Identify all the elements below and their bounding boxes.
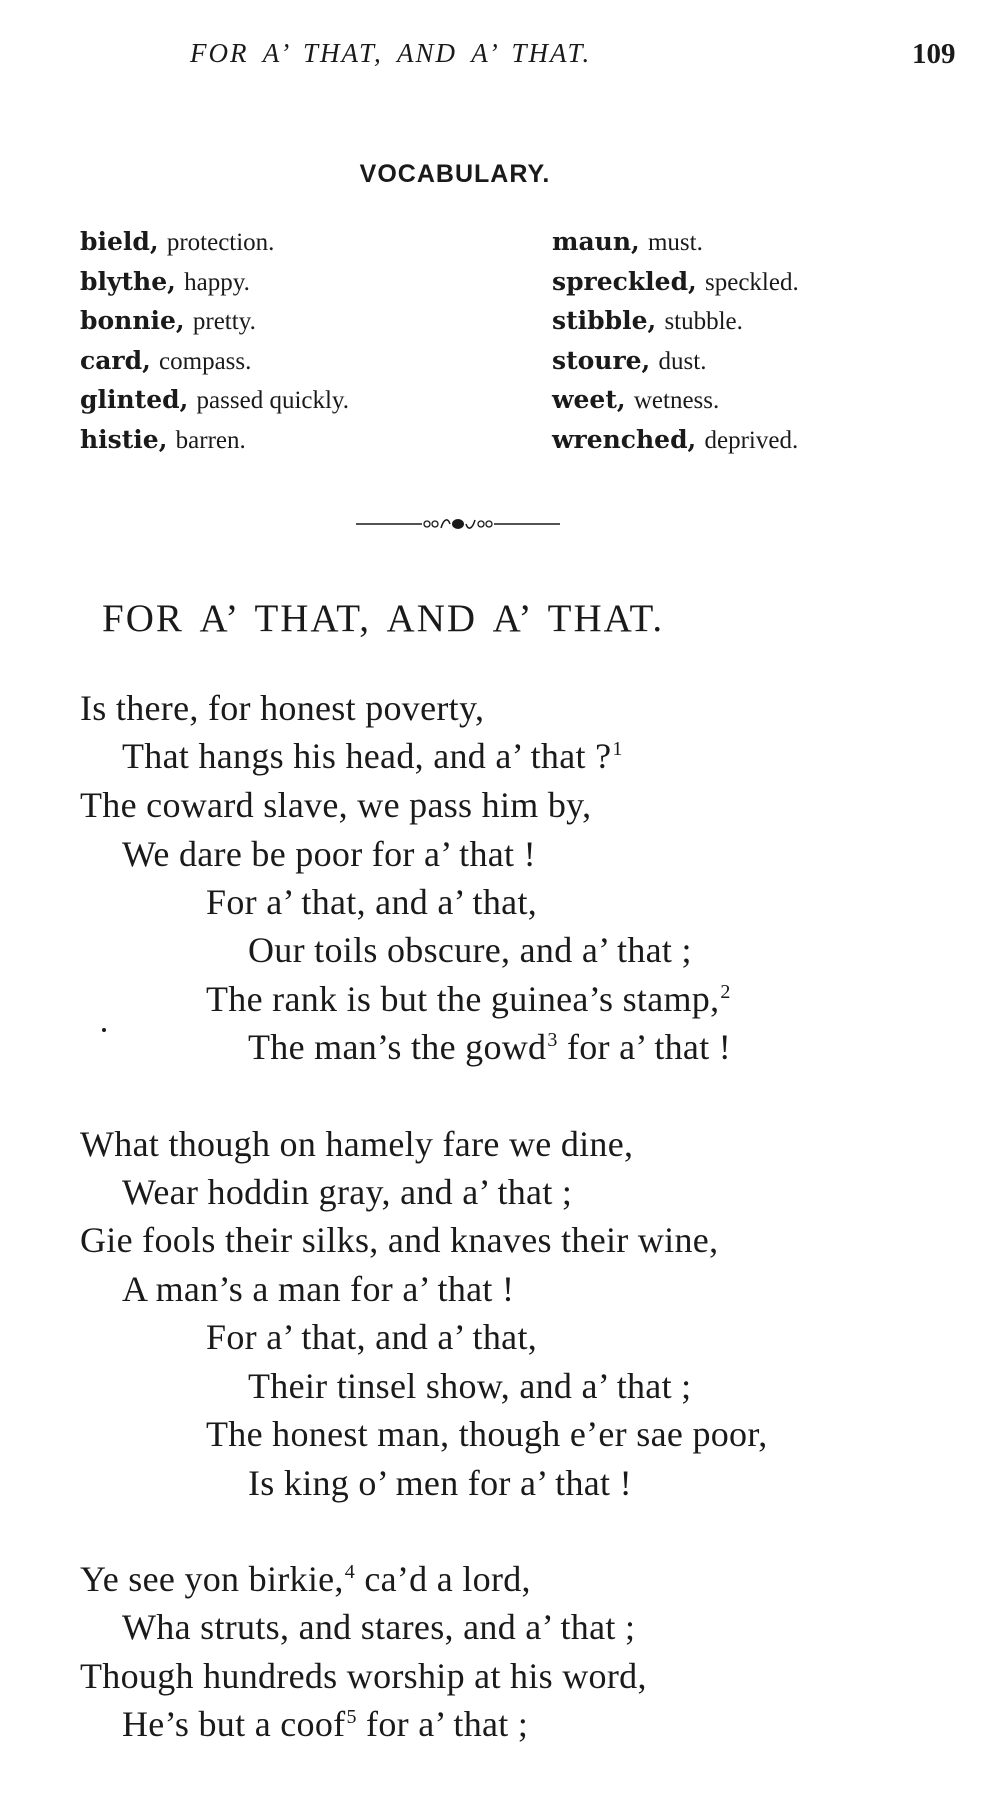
poem-line-text: The coward slave, we pass him by, [80,785,592,825]
poem-line [80,1218,718,1262]
poem-line-text: Wear hoddin gray, and a’ that ; [122,1172,573,1212]
vocabulary-word: histie, [80,424,168,454]
poem-line-text-continued: for a’ that ; [356,1704,529,1744]
poem-line [80,783,591,827]
vocabulary-word: bonnie, [80,306,185,335]
poem-line-text: Our toils obscure, and a’ that ; [248,930,692,970]
poem-line [206,880,537,924]
vocabulary-word: weet, [552,385,626,414]
poem-line [80,1557,531,1601]
poem-line [248,1025,731,1069]
poem-line-text-continued: ca’d a lord, [355,1559,531,1599]
vocabulary-definition: must. [647,229,703,256]
poem-line [248,928,692,972]
poem-line-text: What though on hamely fare we dine, [80,1124,634,1164]
vocabulary-word: blythe, [80,266,176,296]
poem-line [122,1605,635,1649]
poem-line-text: Ye see yon birkie, [80,1559,344,1599]
poem-line [248,1364,691,1408]
vocabulary-definition: protection. [166,229,275,256]
poem-line [122,734,623,778]
poem-line-text: The honest man, though e’er sae poor, [206,1414,768,1454]
vocabulary-entry [552,222,799,262]
footnote-marker: 4 [344,1561,356,1583]
vocabulary-entry [80,420,349,460]
vocabulary-word: bield, [80,227,159,256]
page-number: 109 [912,38,956,70]
vocabulary-right-column [552,222,799,459]
vocabulary-definition: pretty. [192,308,256,335]
poem-line-text: The rank is but the guinea’s stamp, [206,979,720,1019]
poem-line [122,1170,572,1214]
poem-line-text: We dare be poor for a’ that ! [122,834,536,874]
poem-line-text: Is there, for honest poverty, [80,688,485,728]
poem-line [80,1654,647,1698]
footnote-marker: 1 [612,738,623,760]
vocabulary-definition: wetness. [633,387,720,414]
footnote-marker: 3 [547,1029,558,1051]
poem-line-text: For a’ that, and a’ that, [206,1317,538,1357]
vocabulary-entry [80,301,349,341]
vocabulary-entry [80,341,349,381]
vocabulary-word: wrenched, [552,424,697,454]
vocabulary-definition: deprived. [704,426,799,454]
vocabulary-word: spreckled, [552,266,697,296]
section-ornament [356,514,560,534]
poem-line-text: Wha struts, and stares, and a’ that ; [122,1607,636,1647]
vocabulary-definition: barren. [175,426,246,454]
vocabulary-heading: VOCABULARY. [359,160,551,188]
vocabulary-definition: speckled. [705,268,799,296]
vocabulary-definition: compass. [159,347,252,375]
poem-line [206,1315,537,1359]
poem-line [248,1461,632,1505]
vocabulary-definition: happy. [184,268,250,296]
vocabulary-word: stoure, [552,345,651,375]
running-title: FOR A’ THAT, AND A’ THAT. [190,38,592,68]
poem-line [122,1267,514,1311]
poem-line-text: Gie fools their silks, and knaves their wine, [80,1220,719,1260]
vocabulary-entry [80,380,349,420]
poem-line-text: A man’s a man for a’ that ! [122,1269,515,1309]
poem-line-text: Is king o’ men for a’ that ! [248,1463,632,1503]
vocabulary-entry [552,301,799,341]
vocabulary-left-column [80,222,349,459]
footnote-marker: 5 [346,1706,357,1728]
vocabulary-definition: dust. [658,347,707,375]
poem-line [122,1702,528,1746]
vocabulary-entry [552,341,799,381]
poem-line [80,1122,633,1166]
vocabulary-word: maun, [552,227,640,256]
poem-title: FOR A’ THAT, AND A’ THAT. [102,597,665,640]
ink-speck [102,1028,106,1032]
vocabulary-word: card, [80,345,151,375]
poem-line-text: For a’ that, and a’ that, [206,882,538,922]
poem-line-text: That hangs his head, and a’ that ? [122,736,612,776]
poem-line-text: Their tinsel show, and a’ that ; [248,1366,692,1406]
vocabulary-definition: stubble. [664,308,743,335]
poem-line [122,832,536,876]
vocabulary-word: glinted, [80,385,189,414]
poem-line-text-continued: for a’ that ! [557,1027,732,1067]
vocabulary-entry [80,262,349,302]
poem-line [80,686,484,730]
poem-line-text: The man’s the gowd [248,1027,547,1067]
poem-line [206,1412,768,1456]
vocabulary-entry [552,380,799,420]
vocabulary-entry [552,262,799,302]
poem-line-text: He’s but a coof [122,1704,346,1744]
vocabulary-definition: passed quickly. [196,387,350,414]
footnote-marker: 2 [720,981,731,1003]
vocabulary-word: stibble, [552,306,657,335]
poem-line [206,977,731,1021]
vocabulary-entry [552,420,799,460]
running-head [0,38,1000,78]
poem-line-text: Though hundreds worship at his word, [80,1656,647,1696]
vocabulary-entry [80,222,349,262]
